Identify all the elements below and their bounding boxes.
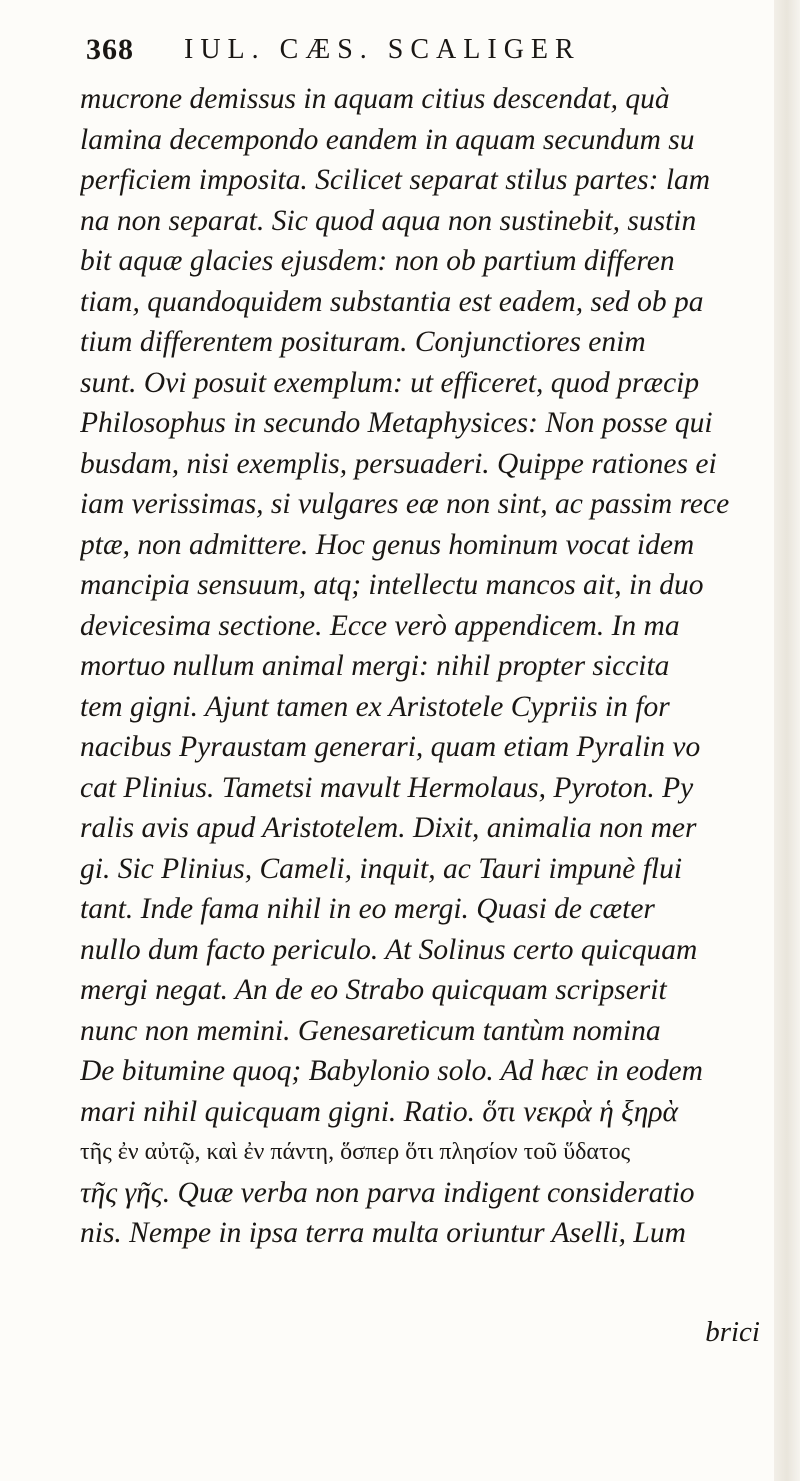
text-line: ralis avis apud Aristotelem. Dixit, animalia non mer bbox=[80, 812, 697, 844]
catchword: brici bbox=[705, 1316, 760, 1348]
text-line: mancipia sensuum, atq; intellectu mancos ait, in duo bbox=[80, 569, 704, 601]
text-line: busdam, nisi exemplis, persuaderi. Quippe rationes ei bbox=[80, 447, 717, 480]
text-line: Philosophus in secundo Metaphysices: Non posse qui bbox=[80, 407, 713, 439]
text-line: nis. Nempe in ipsa terra multa oriuntur Aselli, Lum bbox=[80, 1217, 686, 1249]
text-line: sunt. Ovi posuit exemplum: ut efficeret, quod præcip bbox=[80, 366, 700, 399]
text-line-greek: τῆς ἐν αὐτῷ, καὶ ἐν πάντη, ὅσπερ ὅτι πλησίον τοῦ ὕδατος bbox=[80, 1139, 631, 1165]
text-line: tem gigni. Ajunt tamen ex Aristotele Cypriis in for bbox=[80, 690, 670, 723]
text-line: mergi negat. An de eo Strabo quicquam scripserit bbox=[80, 974, 667, 1006]
body-text bbox=[80, 79, 780, 1254]
text-line: na non separat. Sic quod aqua non sustinebit, sustin bbox=[80, 204, 697, 237]
text-line: nunc non memini. Genesareticum tantùm nomina bbox=[80, 1014, 661, 1047]
page-header bbox=[86, 30, 766, 70]
running-head: IUL. CÆS. SCALIGER bbox=[184, 34, 581, 65]
text-line: perficiem imposita. Scilicet separat stilus partes: lam bbox=[80, 164, 711, 196]
text-line: mari nihil quicquam gigni. Ratio. ὅτι νεκρὰ ἡ ξηρὰ bbox=[80, 1095, 679, 1128]
text-line: tium differentem posituram. Conjunctiores enim bbox=[80, 326, 646, 358]
text-line: lamina decempondo eandem in aquam secundum su bbox=[80, 123, 695, 156]
text-line: nacibus Pyraustam generari, quam etiam Pyralin vo bbox=[80, 731, 701, 763]
page-number: 368 bbox=[86, 33, 134, 66]
text-line: mortuo nullum animal mergi: nihil propter siccita bbox=[80, 650, 670, 682]
text-line: De bitumine quoq; Babylonio solo. Ad hæc in eodem bbox=[80, 1055, 703, 1087]
text-line: τῆς γῆς. Quæ verba non parva indigent consideratio bbox=[80, 1176, 695, 1209]
text-line: tiam, quandoquidem substantia est eadem, sed ob pa bbox=[80, 285, 704, 318]
text-line: iam verissimas, si vulgares eæ non sint, ac passim rece bbox=[80, 488, 730, 520]
text-line: devicesima sectione. Ecce verò appendicem. In ma bbox=[80, 609, 680, 642]
text-line: cat Plinius. Tametsi mavult Hermolaus, Pyroton. Py bbox=[80, 771, 694, 804]
text-line: nullo dum facto periculo. At Solinus certo quicquam bbox=[80, 933, 698, 966]
text-line: bit aquæ glacies ejusdem: non ob partium differen bbox=[80, 245, 675, 277]
text-line: ptæ, non admittere. Hoc genus hominum vocat idem bbox=[80, 528, 695, 561]
text-line: gi. Sic Plinius, Cameli, inquit, ac Tauri impunè flui bbox=[80, 852, 683, 885]
text-line: tant. Inde fama nihil in eo mergi. Quasi de cæter bbox=[80, 893, 655, 925]
text-line: mucrone demissus in aquam citius descendat, quà bbox=[80, 83, 670, 115]
